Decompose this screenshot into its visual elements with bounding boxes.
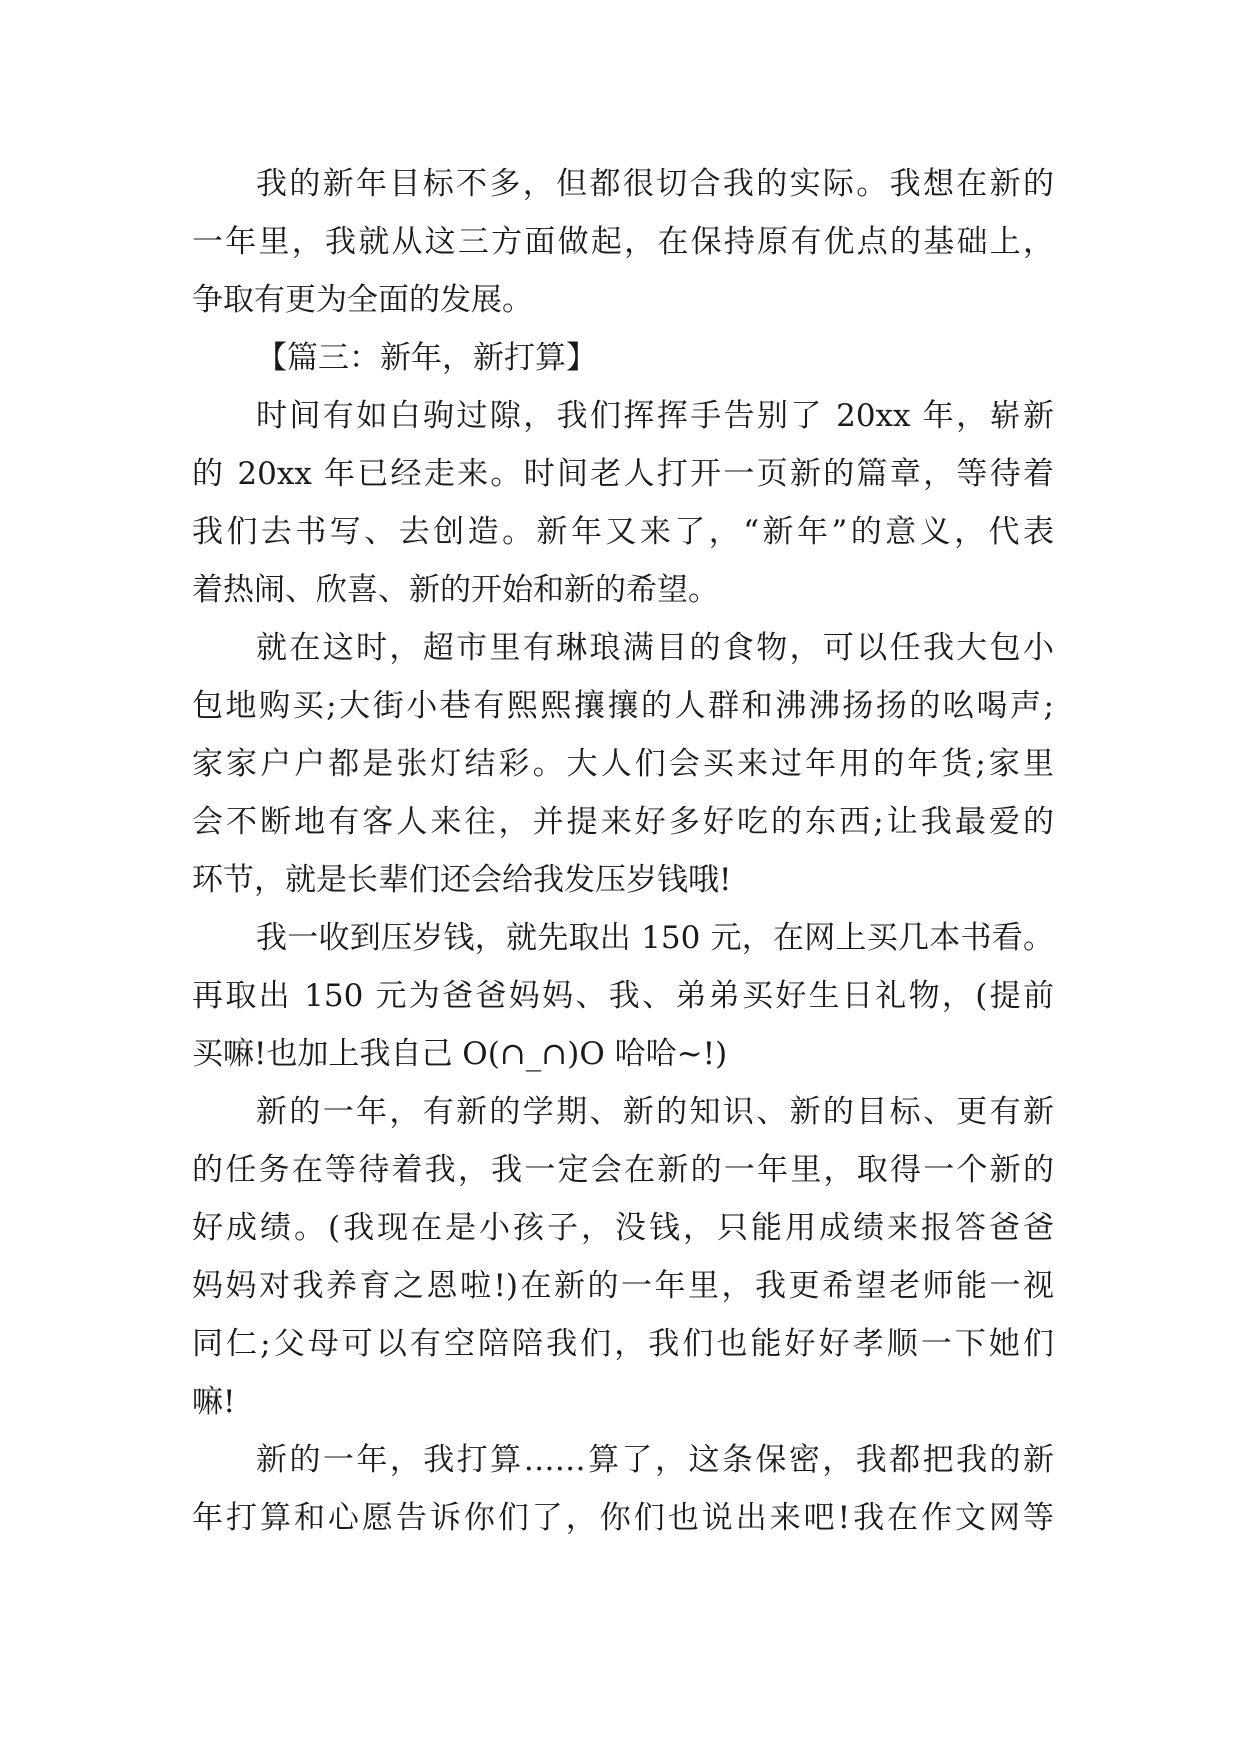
paragraph-line: 新的一年，我打算……算了，这条保密，我都把我的新: [256, 1442, 1054, 1478]
paragraph-line: 新的一年，有新的学期、新的知识、新的目标、更有新: [256, 1094, 1054, 1130]
paragraph-line: 我的新年目标不多，但都很切合我的实际。我想在新的: [256, 166, 1054, 202]
paragraph-line: 妈妈对我养育之恩啦!)在新的一年里，我更希望老师能一视: [192, 1268, 1054, 1304]
paragraph-line: 年打算和心愿告诉你们了，你们也说出来吧!我在作文网等: [192, 1500, 1054, 1536]
section-heading: [192, 329, 1054, 387]
paragraph-line: 的任务在等待着我，我一定会在新的一年里，取得一个新的: [192, 1152, 1054, 1188]
document-body: [192, 155, 1054, 1547]
section-heading-text: 【篇三：新年，新打算】: [256, 340, 597, 376]
paragraph-line: 好成绩。(我现在是小孩子，没钱，只能用成绩来报答爸爸: [192, 1210, 1054, 1246]
paragraph-line: 家家户户都是张灯结彩。大人们会买来过年用的年货;家里: [192, 746, 1054, 782]
paragraph: [192, 1431, 1054, 1547]
paragraph: [192, 155, 1054, 329]
paragraph: [192, 909, 1054, 1083]
paragraph-line: 再取出 150 元为爸爸妈妈、我、弟弟买好生日礼物，(提前: [192, 978, 1054, 1014]
paragraph-line: 的 20xx 年已经走来。时间老人打开一页新的篇章，等待着: [192, 456, 1054, 492]
paragraph-line: 争取有更为全面的发展。: [192, 282, 533, 318]
paragraph: [192, 619, 1054, 909]
paragraph-line: 买嘛!也加上我自己 O(∩_∩)O 哈哈~!): [192, 1036, 728, 1072]
paragraph-line: 一年里，我就从这三方面做起，在保持原有优点的基础上，: [192, 224, 1054, 260]
paragraph-line: 时间有如白驹过隙，我们挥挥手告别了 20xx 年，崭新: [256, 398, 1054, 434]
paragraph-line: 就在这时，超市里有琳琅满目的食物，可以任我大包小: [256, 630, 1054, 666]
paragraph-line: 着热闹、欣喜、新的开始和新的希望。: [192, 572, 719, 608]
paragraph: [192, 387, 1054, 619]
paragraph-line: 嘛!: [192, 1384, 236, 1420]
paragraph-line: 我们去书写、去创造。新年又来了，“新年”的意义，代表: [192, 514, 1054, 550]
paragraph-line: 会不断地有客人来往，并提来好多好吃的东西;让我最爱的: [192, 804, 1054, 840]
paragraph-line: 我一收到压岁钱，就先取出 150 元，在网上买几本书看。: [256, 920, 1054, 956]
paragraph-line: 同仁;父母可以有空陪陪我们，我们也能好好孝顺一下她们: [192, 1326, 1054, 1362]
paragraph-line: 包地购买;大街小巷有熙熙攘攘的人群和沸沸扬扬的吆喝声;: [192, 688, 1054, 724]
paragraph: [192, 1083, 1054, 1431]
paragraph-line: 环节，就是长辈们还会给我发压岁钱哦!: [192, 862, 732, 898]
